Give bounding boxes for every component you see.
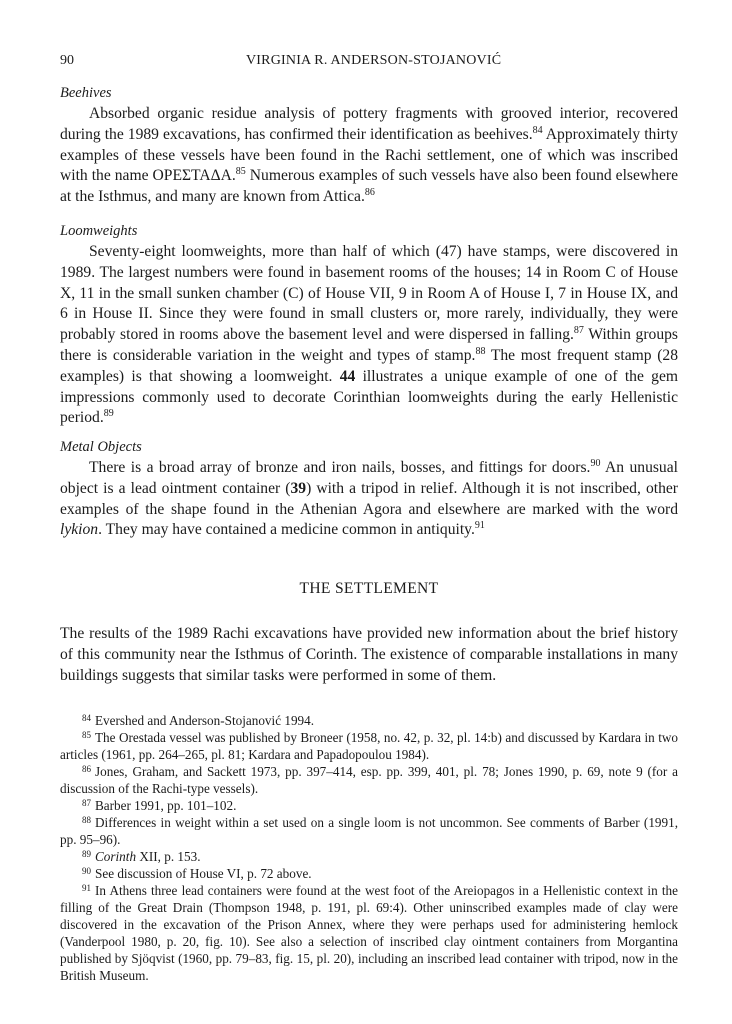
footnote-ref-91[interactable]: 91 [474, 520, 485, 532]
section-title-settlement: THE SETTLEMENT [299, 580, 439, 597]
running-title: VIRGINIA R. ANDERSON-STOJANOVIĆ [246, 53, 502, 68]
footnote-ref-88[interactable]: 88 [475, 345, 486, 357]
footnote-ref-85[interactable]: 85 [235, 166, 246, 178]
section-settlement [60, 624, 678, 686]
footnote-89: $^{89}$ Corinth XII, p. 153. [82, 849, 201, 864]
footnotes [60, 712, 678, 984]
figure-ref-39: 39 [290, 479, 307, 497]
footnote-85: $^{85}$ The Orestada vessel was published by Broneer (1958, no. 42, p. 32, pl. 14:b) and discussed by Kardara in two articles (1961, pp. 264–265, pl. 81; Kardara and Papadopoulou 1984). [60, 730, 678, 762]
section-beehives [60, 84, 678, 208]
footnote-86: $^{86}$ Jones, Graham, and Sackett 1973, pp. 397–414, esp. pp. 399, 401, pl. 78; Jones 1990, p. 69, note 9 (for a discussion of the Rachi-type vessels). [60, 764, 678, 796]
paragraph-metal-objects: There is a broad array of bronze and iron nails, bosses, and fittings for doors.$^{90}$ An unusual object is a lead ointment container (39) with a tripod in relief. Although it is not inscribed, other examples of the shape found in the Athenian Agora and elsewhere are marked with the word lykion. They may have contained a medicine common in antiquity.$^{91}$ [60, 458, 678, 539]
footnote-ref-84[interactable]: 84 [532, 124, 543, 136]
footnote-ref-87[interactable]: 87 [573, 325, 584, 337]
section-metal-objects [60, 438, 678, 541]
term-lykion: lykion [60, 521, 99, 539]
heading-loomweights: Loomweights [60, 223, 138, 239]
footnote-ref-89[interactable]: 89 [103, 408, 114, 420]
footnote-87: $^{87}$ Barber 1991, pp. 101–102. [82, 798, 237, 813]
footnote-ref-86[interactable]: 86 [364, 187, 375, 199]
footnote-88: $^{88}$ Differences in weight within a set used on a single loom is not uncommon. See comments of Barber (1991, pp. 95–96). [60, 815, 678, 847]
running-header [60, 53, 678, 73]
footnote-ref-90[interactable]: 90 [590, 458, 601, 469]
page-number: 90 [60, 53, 74, 68]
paragraph-loomweights: Seventy-eight loomweights, more than half of which (47) have stamps, were discovered in 1989. The largest numbers were found in basement rooms of the houses; 14 in Room C of House X, 11 in the small sunken chamber (C) of House VII, 9 in Room A of House I, 7 in House IX, and 6 in House II. Since they were found in small clusters or, more rarely, individually, they were probably stored in rooms above the basement level and were dispersed in falling.$^{87}$ Within groups there is considerable variation in the weight and types of stamp.$^{88}$ The most frequent stamp (28 examples) is that showing a loomweight. 44 illustrates a unique example of one of the gem impressions commonly used to decorate Corinthian loomweights during the early Hellenistic period.$^{89}$ [60, 243, 679, 427]
heading-beehives: Beehives [60, 85, 112, 101]
paragraph-beehives: Absorbed organic residue analysis of pottery fragments with grooved interior, recovered during the 1989 excavations, has confirmed their identification as beehives.$^{84}$ Approximately thirty examples of these vessels have been found in the Rachi settlement, one of which was inscribed with the name ΟΡΕΣΤΑΔΑ.$^{85}$ Numerous examples of such vessels have also been found elsewhere at the Isthmus, and many are known from Attica.$^{86}$ [60, 105, 679, 206]
paragraph-settlement: The results of the 1989 Rachi excavations have provided new information about the brief history of this community near the Isthmus of Corinth. The existence of comparable installations in many buildings suggests that similar tasks were performed in some of them. [60, 625, 678, 684]
section-loomweights [60, 222, 678, 429]
footnote-90: $^{90}$ See discussion of House VI, p. 72 above. [82, 866, 312, 881]
footnote-91: $^{91}$ In Athens three lead containers were found at the west foot of the Areiopagos in a Hellenistic context in the filling of the Great Drain (Thompson 1948, p. 191, pl. 69:4). Other uninscribed examples made of clay were discovered in the excavation of the Prison Annex, where they were perhaps used for administering hemlock (Vanderpool 1980, p. 20, fig. 10). See also a selection of inscribed clay ointment containers from Morgantina published by Sjöqvist (1960, pp. 79–83, fig. 15, pl. 20), including an inscribed lead container with tripod, now in the British Museum. [60, 883, 678, 983]
footnote-84: $^{84}$ Evershed and Anderson-Stojanović 1994. [82, 713, 315, 728]
figure-ref-44: 44 [339, 367, 356, 385]
heading-metal-objects: Metal Objects [60, 439, 142, 455]
